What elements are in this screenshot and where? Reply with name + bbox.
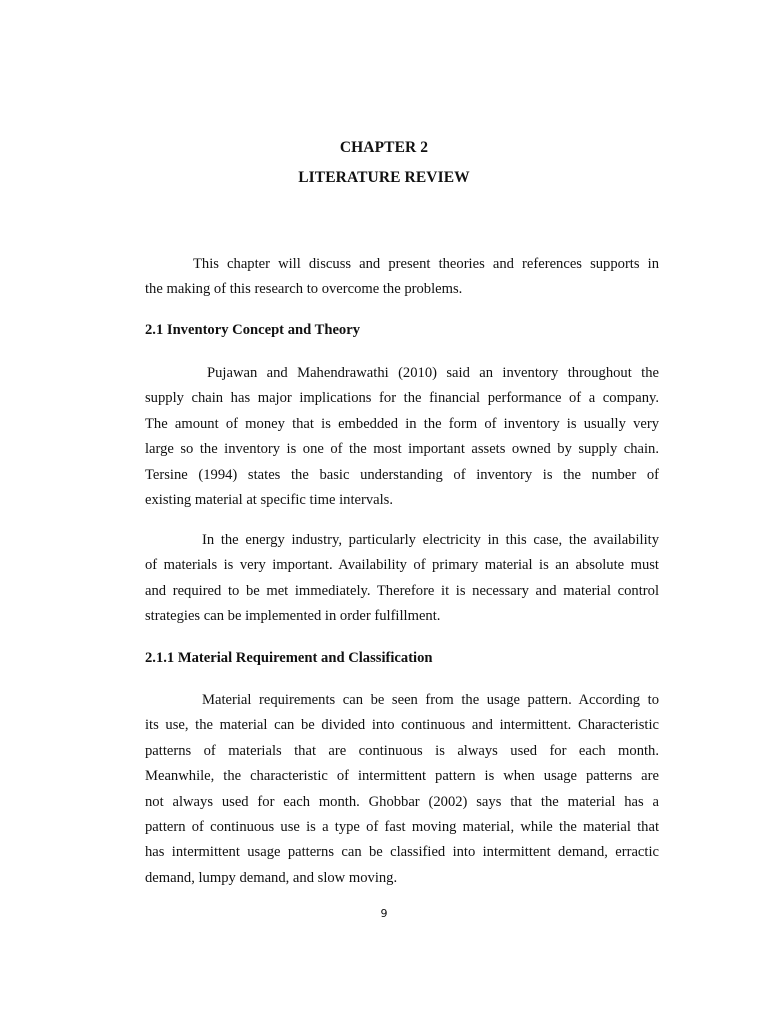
text-line: patterns of materials that are continuous is always used for each month. [145,742,659,759]
text-line: not always used for each month. Ghobbar (2002) says that the material has a [145,793,659,810]
section-heading-2-1: 2.1 Inventory Concept and Theory [145,322,361,338]
text-line: strategies can be implemented in order fulfillment. [145,608,441,625]
text-line: the making of this research to overcome the problems. [145,281,463,298]
section-heading-2-1-1: 2.1.1 Material Requirement and Classification [145,650,433,666]
text-line: supply chain has major implications for the financial performance of a company. [145,390,659,407]
text-line: has intermittent usage patterns can be classified into intermittent demand, erractic [145,844,659,861]
text-line: its use, the material can be divided into continuous and intermittent. Characteristic [145,717,659,734]
text-line: Meanwhile, the characteristic of intermittent pattern is when usage patterns are [145,768,659,785]
text-line: This chapter will discuss and present theories and references supports in [193,256,659,272]
chapter-title: LITERATURE REVIEW [298,169,470,186]
text-line: Tersine (1994) states the basic understanding of inventory is the number of [145,466,659,483]
text-line: existing material at specific time intervals. [145,491,394,508]
chapter-number: CHAPTER 2 [339,139,429,156]
paragraph-inventory-concept [145,361,659,513]
text-line: of materials is very important. Availability of primary material is an absolute must [145,557,659,574]
text-line: and required to be met immediately. Therefore it is necessary and material control [145,582,659,599]
text-line: Pujawan and Mahendrawathi (2010) said an inventory throughout the [207,365,659,381]
paragraph-material-requirement [145,688,659,891]
text-line: pattern of continuous use is a type of fast moving material, while the material that [145,818,659,835]
text-line: Material requirements can be seen from the usage pattern. According to [202,692,659,708]
intro-paragraph [145,252,659,303]
text-line: demand, lumpy demand, and slow moving. [145,869,398,886]
text-line: In the energy industry, particularly electricity in this case, the availability [202,532,659,548]
text-line: The amount of money that is embedded in the form of inventory is usually very [145,415,659,432]
paragraph-energy-industry [145,528,659,630]
page-number: 9 [380,907,388,920]
text-line: large so the inventory is one of the most important assets owned by supply chain. [145,441,659,458]
